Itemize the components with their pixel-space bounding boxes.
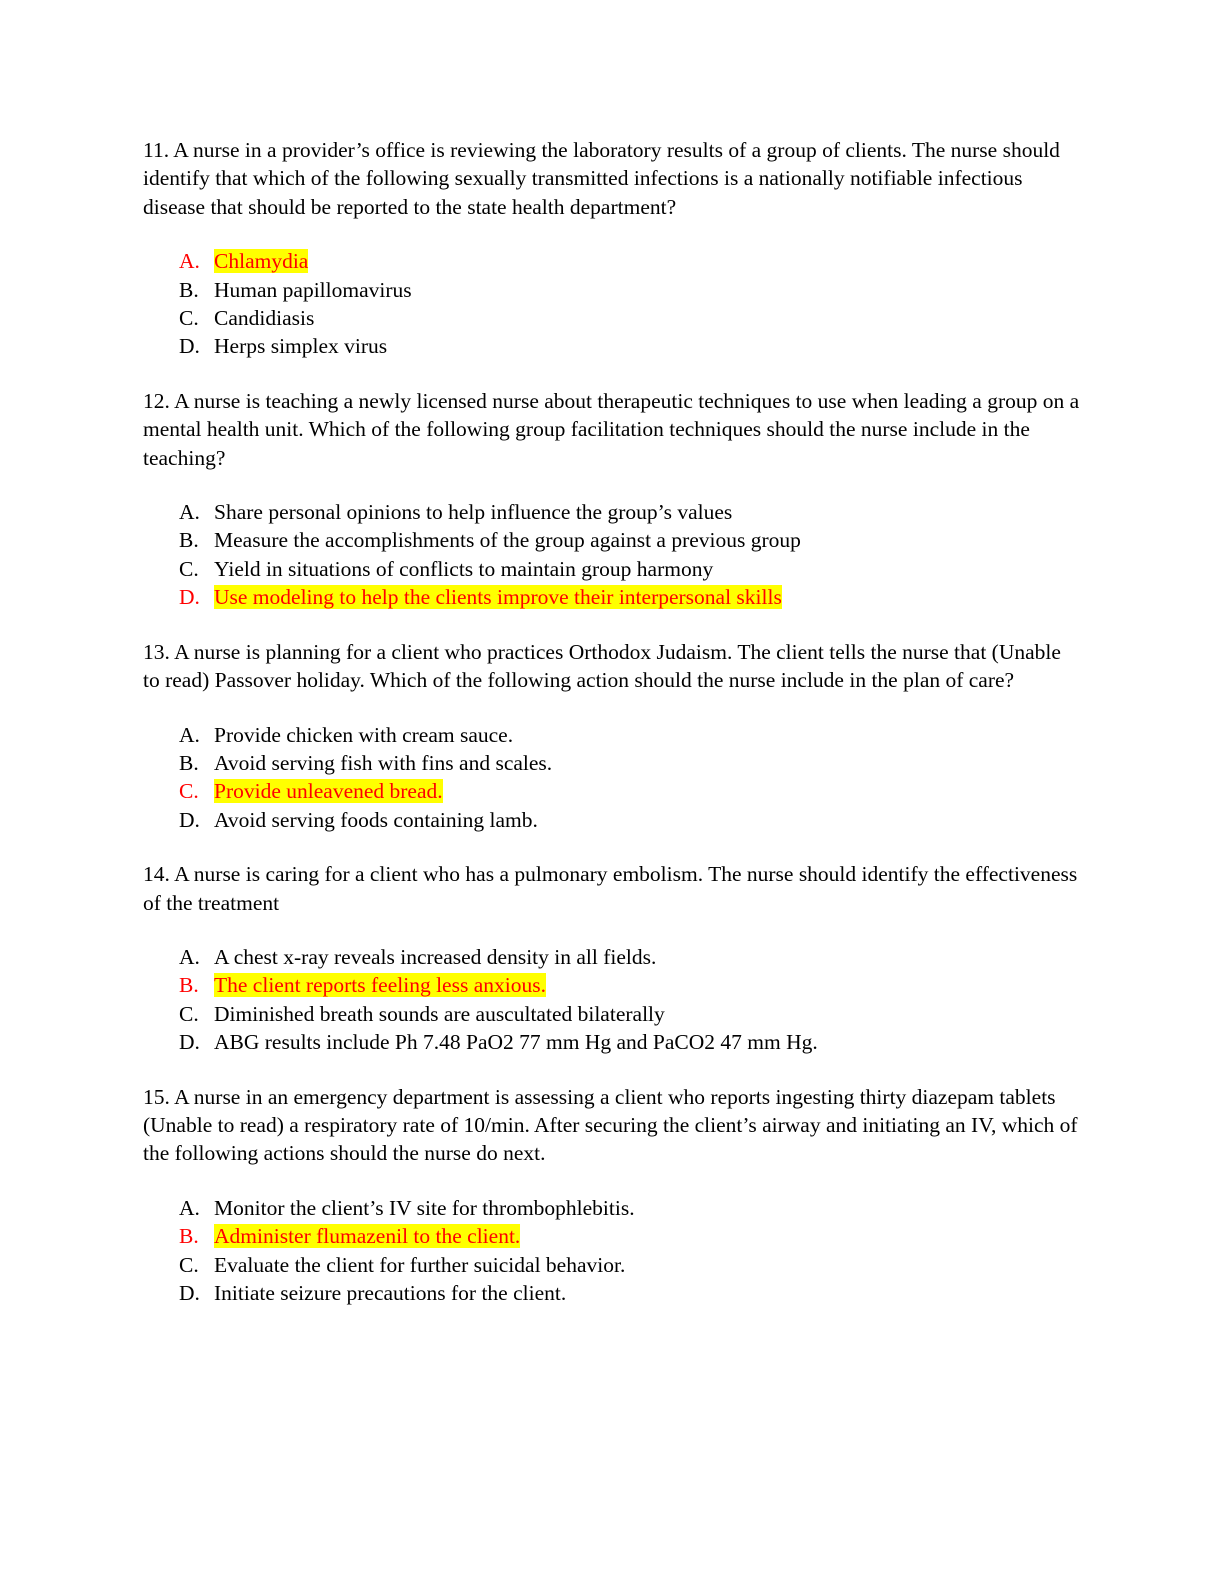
option-text: Yield in situations of conflicts to maintain group harmony	[214, 556, 714, 581]
option-letter: B.	[179, 277, 199, 302]
option-letter: A.	[179, 249, 200, 274]
option-text: Measure the accomplishments of the group against a previous group	[214, 528, 801, 553]
option-letter: A.	[179, 944, 200, 969]
option-letter: D.	[179, 1281, 200, 1305]
option-text: Monitor the client’s IV site for thrombophlebitis.	[214, 1195, 635, 1220]
option-text: Provide unleavened bread.	[214, 779, 443, 804]
answer-option-highlighted	[143, 583, 1083, 611]
question-15	[143, 1083, 1083, 1308]
question-stem: 15. A nurse in an emergency department is assessing a client who reports ingesting thirty diazepam tablets (Unable to read) a respiratory rate of 10/min. After securing the client’s airway and initiating an IV, which of the following actions should the nurse do next.	[143, 1084, 1078, 1166]
question-11	[143, 136, 1083, 361]
answer-option	[143, 806, 1083, 834]
option-text: Avoid serving fish with fins and scales.	[214, 750, 553, 775]
question-12	[143, 387, 1083, 612]
question-13	[143, 638, 1083, 834]
option-text: ABG results include Ph 7.48 PaO2 77 mm Hg and PaCO2 47 mm Hg.	[214, 1030, 818, 1055]
answer-option	[143, 1028, 1083, 1056]
answer-option-highlighted	[143, 1222, 1083, 1250]
answer-options	[143, 1194, 1083, 1308]
answer-option-highlighted	[143, 777, 1083, 805]
question-14	[143, 860, 1083, 1056]
answer-option	[143, 943, 1083, 971]
option-letter: B.	[179, 750, 199, 775]
option-letter: B.	[179, 528, 199, 553]
answer-option-highlighted	[143, 971, 1083, 999]
answer-options	[143, 943, 1083, 1057]
option-letter: A.	[179, 722, 200, 747]
option-text: Initiate seizure precautions for the client.	[214, 1281, 567, 1305]
question-stem: 13. A nurse is planning for a client who practices Orthodox Judaism. The client tells the nurse that (Unable to read) Passover holiday. Which of the following action should the nurse include in the plan of care?	[143, 639, 1061, 693]
answer-options	[143, 498, 1083, 612]
option-text: Human papillomavirus	[214, 277, 412, 302]
option-letter: B.	[179, 1224, 199, 1249]
option-letter: B.	[179, 973, 199, 998]
question-stem: 11. A nurse in a provider’s office is reviewing the laboratory results of a group of clients. The nurse should identify that which of the following sexually transmitted infections is a nationally notifiable infectious disease that should be reported to the state health department?	[143, 138, 1060, 219]
answer-option	[143, 1194, 1083, 1222]
answer-option	[143, 1251, 1083, 1279]
answer-option-highlighted	[143, 247, 1083, 275]
option-text: Diminished breath sounds are auscultated bilaterally	[214, 1001, 665, 1026]
question-stem: 12. A nurse is teaching a newly licensed nurse about therapeutic techniques to use when leading a group on a mental health unit. Which of the following group facilitation techniques should the nurse include in the teaching?	[143, 388, 1080, 470]
answer-option	[143, 276, 1083, 304]
option-text: Avoid serving foods containing lamb.	[214, 807, 538, 832]
question-list	[143, 136, 1083, 1307]
option-letter: A.	[179, 1195, 200, 1220]
option-letter: D.	[179, 334, 200, 359]
question-stem: 14. A nurse is caring for a client who has a pulmonary embolism. The nurse should identify the effectiveness of the treatment	[143, 862, 1078, 915]
option-text: Use modeling to help the clients improve their interpersonal skills	[214, 585, 782, 610]
answer-option	[143, 332, 1083, 360]
option-text: Chlamydia	[214, 249, 309, 274]
option-letter: C.	[179, 1001, 199, 1026]
option-text: Administer flumazenil to the client.	[214, 1224, 521, 1249]
answer-option	[143, 1000, 1083, 1028]
option-text: A chest x-ray reveals increased density in all fields.	[214, 944, 657, 969]
option-letter: C.	[179, 779, 199, 804]
answer-options	[143, 247, 1083, 361]
document-page	[143, 136, 1083, 1333]
option-text: The client reports feeling less anxious.	[214, 973, 546, 998]
option-letter: D.	[179, 807, 200, 832]
answer-option	[143, 498, 1083, 526]
option-letter: C.	[179, 306, 199, 331]
option-text: Candidiasis	[214, 306, 315, 331]
answer-options	[143, 721, 1083, 835]
answer-option	[143, 749, 1083, 777]
option-letter: D.	[179, 1030, 200, 1055]
option-letter: A.	[179, 500, 200, 525]
option-letter: C.	[179, 1252, 199, 1277]
answer-option	[143, 304, 1083, 332]
option-text: Provide chicken with cream sauce.	[214, 722, 514, 747]
option-letter: D.	[179, 585, 200, 610]
option-text: Herps simplex virus	[214, 334, 388, 359]
option-letter: C.	[179, 556, 199, 581]
option-text: Share personal opinions to help influence the group’s values	[214, 500, 733, 525]
answer-option	[143, 526, 1083, 554]
option-text: Evaluate the client for further suicidal behavior.	[214, 1252, 626, 1277]
answer-option	[143, 555, 1083, 583]
answer-option	[143, 721, 1083, 749]
answer-option	[143, 1279, 1083, 1307]
